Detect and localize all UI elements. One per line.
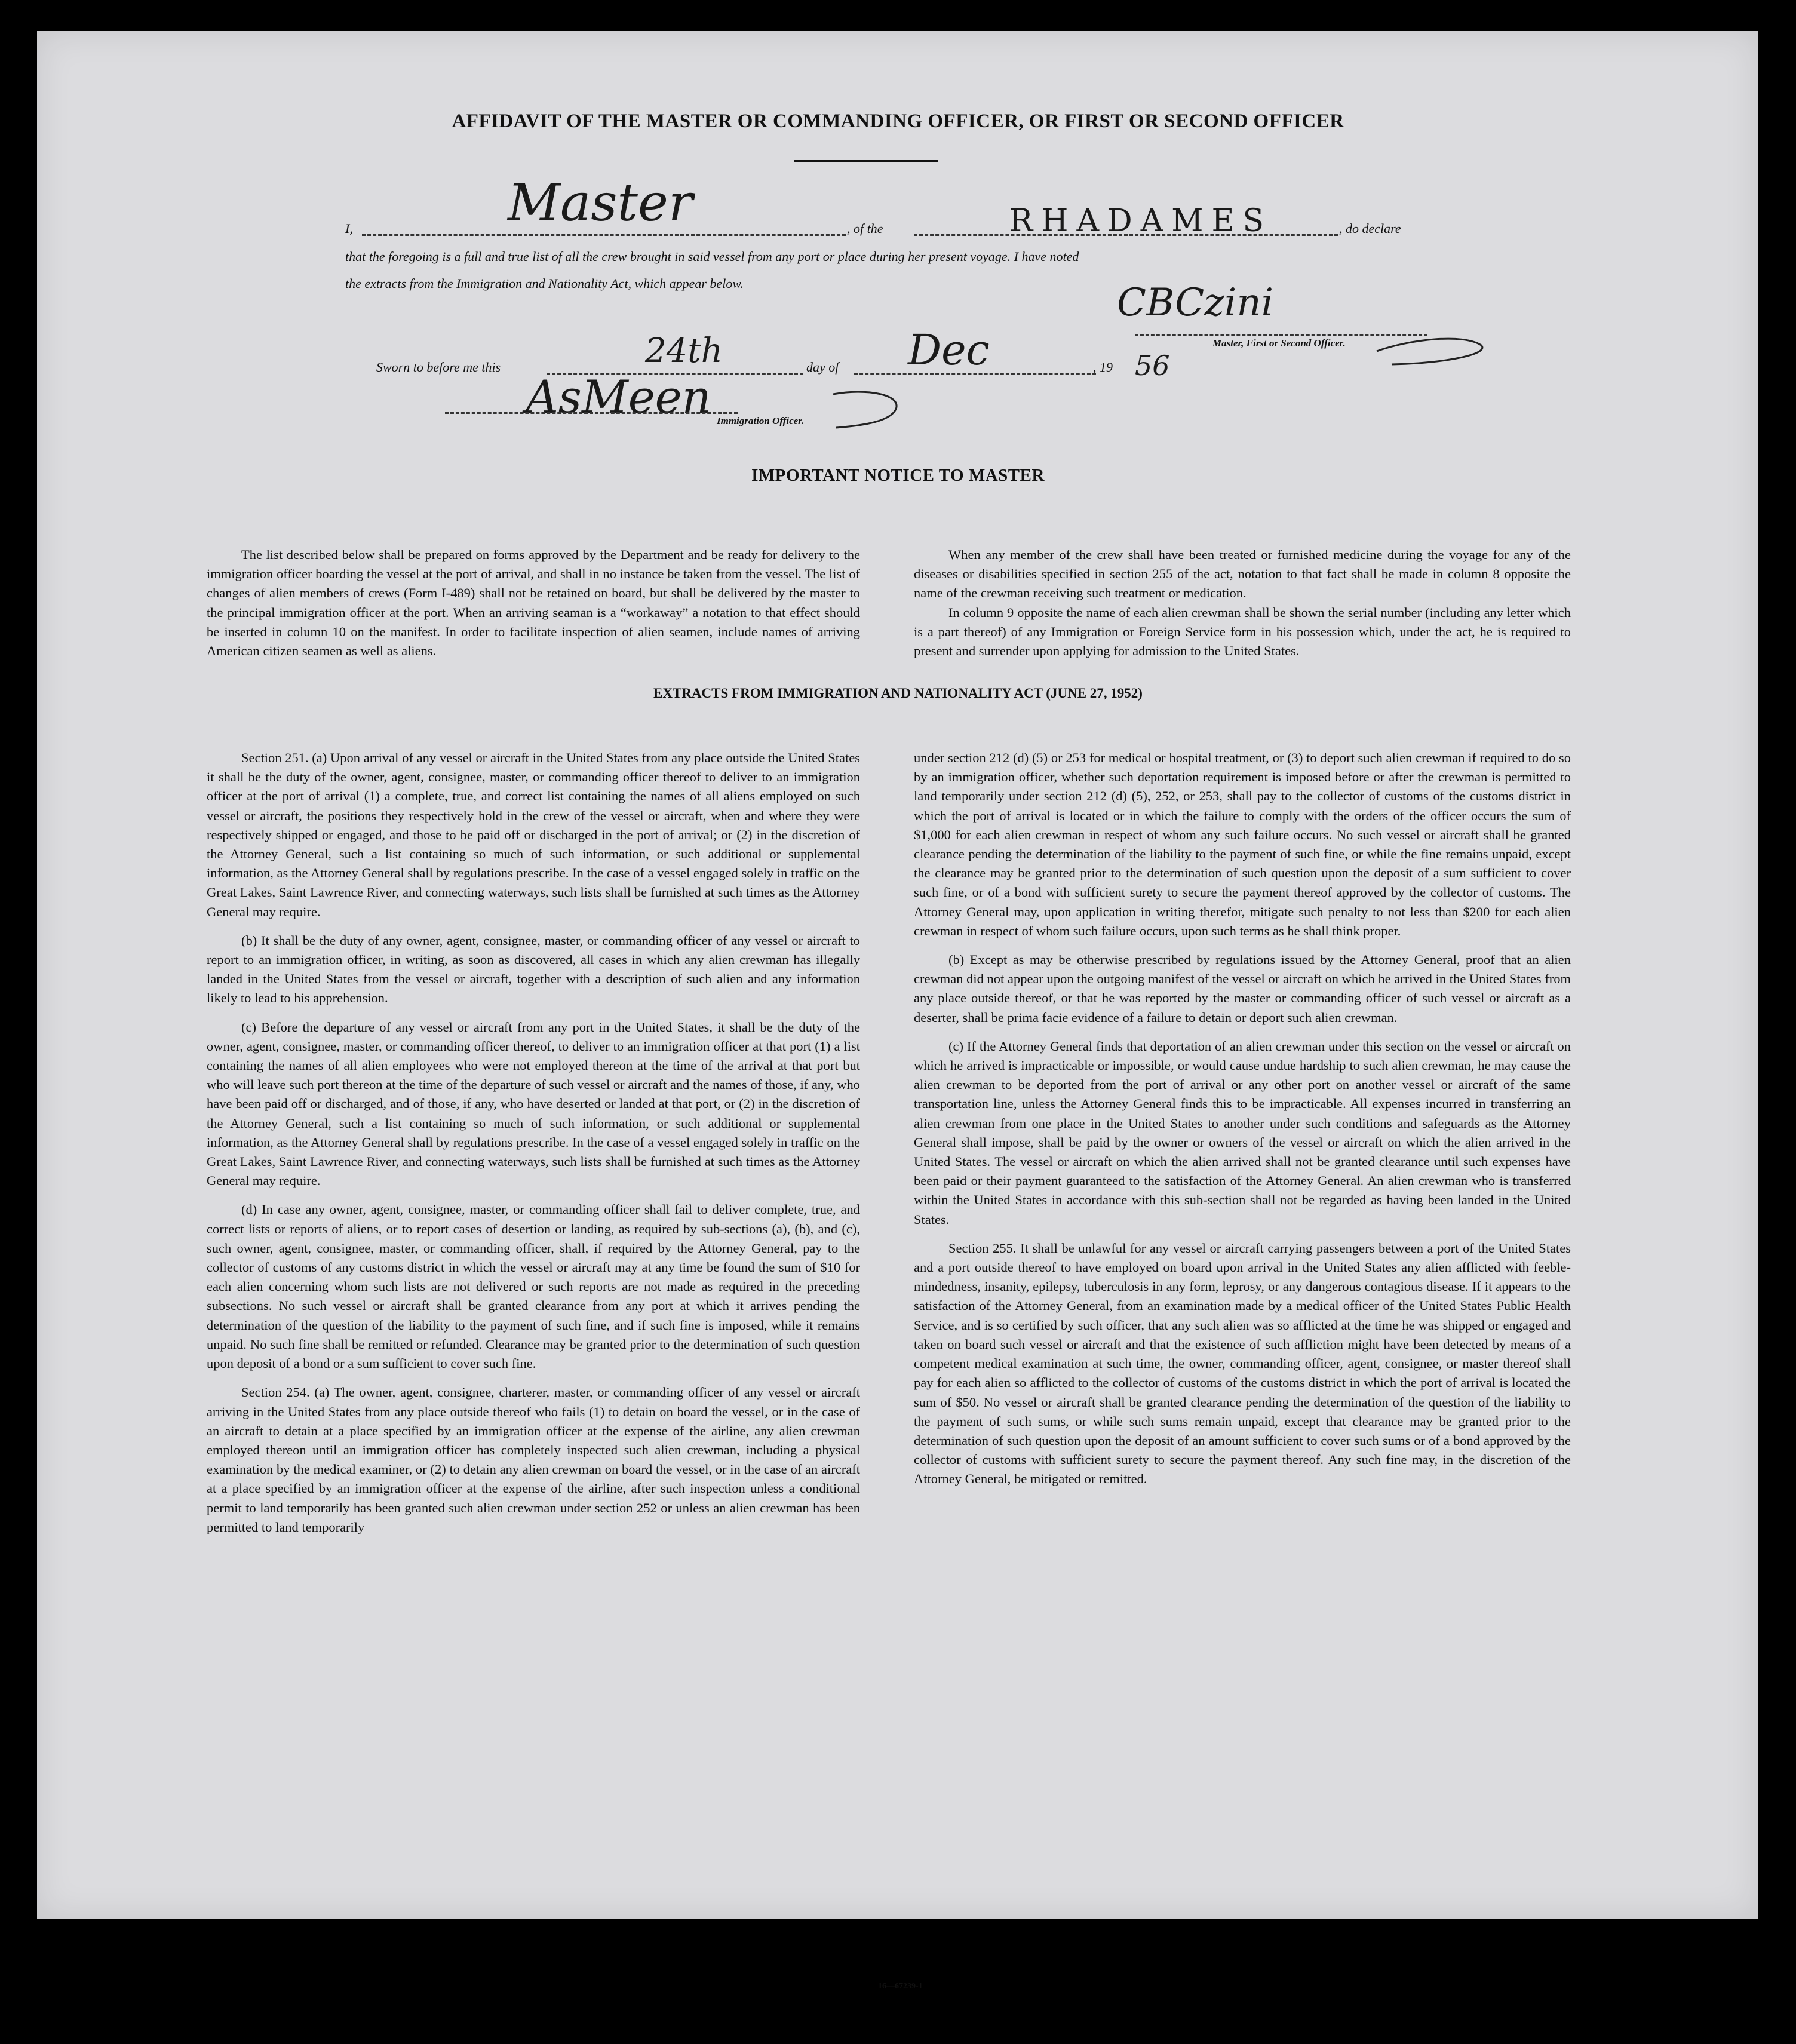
section-254c: (c) If the Attorney General finds that deportation of an alien crewman under this section on the vessel or aircraft on which he arrived is impracticable or impossible, or would cause undue hardship to such alien crewman, he may cause the alien crewman to be deported from the port of arrival or any other port on another vessel or aircraft of the same transportation line, unless the Attorney General finds this to be impracticable. All expenses incurred in transferring an alien crewman from one place in the United States to another under such conditions and safeguards as the Attorney General shall impose, shall be paid by the owner or owners of the vessel or aircraft on which the alien arrived in the United States. The vessel or aircraft on which the alien arrived shall not be granted clearance until such expenses have been paid or their payment guaranteed to the satisfaction of the Attorney General. An alien crewman who is transferred within the United States in accordance with this sub-section shall not be regarded as having been landed in the United States. [914,1038,1571,1227]
section-254a-continued: under section 212 (d) (5) or 253 for medical or hospital treatment, or (3) to deport such alien crewman if required to do so by an immigration officer, whether such deportation requirement is imposed before or after the crewman is permitted to land temporarily under section 212 (d) (5), 252, or 253, shall pay to the collector of customs of the customs district in which the port of arrival is located or in which the failure to comply with the orders of the officer occurs the sum of $1,000 for each alien crewman in respect of whom any such failure occurs. No such vessel or aircraft shall be granted clearance pending the determination of the liability to the payment of such fine, or while the fine remains unpaid, except the clearance may be granted prior to the determination of such question upon the deposit of a sum sufficient to cover such fine, or of a bond with sufficient surety to secure the payment thereof approved by the collector of customs. The Attorney General may, upon application in writing therefor, mitigate such penalty to not less than $200 for each alien crewman in respect of whom such failure occurs, upon such terms as he shall think proper. [914,750,1571,938]
immigration-caption: Immigration Officer. [717,415,805,426]
notice-right-paragraph-1: When any member of the crew shall have been treated or furnished medicine during the voyage for any of the diseases or disabilities specified in section 255 of the act, notation to that fact shall be made in column 8 opposite the name of the crewman receiving such treatment or medication. [914,547,1571,601]
form-code: 16—67239-1 [878,1982,923,1991]
affidavit-line1-suffix: , do declare [1339,221,1401,236]
notice-left-paragraph: The list described below shall be prepared on forms approved by the Department and be ready for delivery to the immigration officer boarding the vessel at the port of arrival, and shall in no instance be taken from the vessel. The list of changes of alien members of crews (Form I-489) shall not be retained on board, but shall be delivered by the master to the principal immigration officer at the port. When an arriving seaman is a “workaway” a notation to that effect should be inserted in column 10 on the manifest. In order to facilitate inspection of alien seamen, include names of arriving American citizen seamen as well as aliens. [207,547,860,659]
title-rule [794,160,938,162]
extracts-right-column [914,748,1571,1499]
name-blank [362,234,846,236]
handwritten-year: 56 [1135,349,1170,382]
affidavit-line2: that the foregoing is a full and true list of all the crew brought in said vessel from any port or place during her present voyage. I have noted [345,249,1079,264]
handwritten-month: Dec [908,326,990,375]
extracts-left-column [207,748,860,1546]
master-caption: Master, First or Second Officer. [1212,337,1346,349]
sworn-mid: day of [806,360,839,375]
affidavit-title: AFFIDAVIT OF THE MASTER OR COMMANDING OFFICER, OR FIRST OR SECOND OFFICER [452,111,1344,132]
section-255: Section 255. It shall be unlawful for any vessel or aircraft carrying passengers between a port of the United States and a port outside thereof to have employed on board upon arrival in the United States any alien afflicted with feeble-mindedness, insanity, epilepsy, tuberculosis in any form, leprosy, or any dangerous contagious disease. If it appears to the satisfaction of the Attorney General, from an examination made by a medical officer of the United States Public Health Service, and is so certified by such officer, that any such alien was so afflicted at the time he was shipped or engaged and taken on board such vessel or aircraft and that the existence of such affliction might have been detected by means of a competent medical examination at such time, the owner, commanding officer, agent, consignee, or master thereof shall pay for each alien so afflicted to the collector of customs of the customs district in which the port of arrival is located the sum of $50. No vessel or aircraft shall be granted clearance pending the determination of the question of the liability to the payment of such sums, or while such sums remain unpaid, except that clearance may be granted prior to the determination of such question upon the deposit of an amount sufficient to cover such sums or of a bond approved by the collector of customs with sufficient surety to secure the payment thereof. Any such fine may, in the discretion of the Attorney General, be mitigated or remitted. [914,1240,1571,1487]
signature-flourish [1374,327,1493,369]
section-251c: (c) Before the departure of any vessel or aircraft from any port in the United States, it shall be the duty of the owner, agent, consignee, master, or commanding officer thereof, to deliver to an immigration officer at that port (1) a list containing the names of all alien employees who were not employed thereon at the time of the arrival at that port but who will leave such port thereon at the time of the departure of such vessel or aircraft and the names of those, if any, who have been paid off or discharged, and of those, if any, who have deserted or landed at that port, or (2) in the discretion of the Attorney General, such a list containing so much of such information, or such additional or supplemental information, as the Attorney General shall by regulations prescribe. In the case of a vessel engaged solely in traffic on the Great Lakes, Saint Lawrence River, and connecting waterways, such lists shall be furnished at such times as the Attorney General may require. [207,1019,860,1189]
notice-right-column [914,545,1571,670]
immigration-signature-blank [445,412,738,414]
section-251d: (d) In case any owner, agent, consignee, master, or commanding officer shall fail to deliver complete, true, and correct lists or reports of aliens, or to report cases of desertion or landing, as required by sub-sections (a), (b), and (c), such owner, agent, consignee, master, or commanding officer, shall, if required by the Attorney General, pay to the collector of customs of any customs district in which the vessel or aircraft may at any time be found the sum of $10 for each alien concerning whom such lists are not delivered or such reports are not made as required in the preceding subsections. No such vessel or aircraft shall be granted clearance from any port at which it arrives pending the determination of the question of the liability to the payment of such fine, and if such fine is imposed, while it remains unpaid. No such fine shall be remitted or refunded. Clearance may be granted prior to the determination of such question upon deposit of a bond or a sum sufficient to cover such fine. [207,1202,860,1371]
notice-right-paragraph-2: In column 9 opposite the name of each alien crewman shall be shown the serial number (including any letter which is a part thereof) of any Immigration or Foreign Service form in his possession which, under the act, he is required to present and surrender upon applying for admission to the United States. [914,604,1571,659]
immigration-signature-flourish [830,382,914,430]
sworn-prefix: Sworn to before me this [376,360,501,375]
affidavit-line1-mid: , of the [847,221,883,236]
section-251a: Section 251. (a) Upon arrival of any vessel or aircraft in the United States from any place outside the United States it shall be the duty of the owner, agent, consignee, master, or commanding officer thereof to deliver to an immigration officer at the port of arrival (1) a complete, true, and correct list containing the names of all aliens employed on such vessel or aircraft, the positions they respectively hold in the crew of the vessel or aircraft, when and where they were respectively shipped or engaged, and those to be paid off or discharged in the port of arrival; or (2) in the discretion of the Attorney General, such a list containing so much of such information, or such additional or supplemental information, as the Attorney General shall by regulations prescribe. In the case of a vessel engaged solely in traffic on the Great Lakes, Saint Lawrence River, and connecting waterways, such lists shall be furnished at such times as the Attorney General may require. [207,750,860,919]
extracts-title: EXTRACTS FROM IMMIGRATION AND NATIONALITY ACT (JUNE 27, 1952) [653,686,1143,701]
sworn-year-prefix: , 19 [1093,360,1113,375]
handwritten-day: 24th [645,332,723,370]
handwritten-name: Master [508,173,693,233]
immigration-officer-signature: AsMeen [526,370,711,423]
section-254b: (b) Except as may be otherwise prescribed by regulations issued by the Attorney General, proof that an alien crewman did not appear upon the outgoing manifest of the vessel or aircraft on which he arrived in the United States from any place outside thereof, or that he was reported by the master or commanding officer of such vessel or aircraft as a deserter, shall be prima facie evidence of a failure to detain or deport such alien crewman. [914,952,1571,1025]
handwritten-vessel: RHADAMES [1009,203,1273,239]
affidavit-line1-prefix: I, [345,221,353,236]
section-254a: Section 254. (a) The owner, agent, consignee, charterer, master, or commanding officer of any vessel or aircraft arriving in the United States from any place outside thereof who fails (1) to detain on board the vessel, or in the case of an aircraft to detain at a place specified by an immigration officer at the expense of the airline, any alien crewman employed thereon until an immigration officer has completely inspected such alien crewman, including a physical examination by the medical examiner, or (2) to detain any alien crewman on board the vessel, or in the case of an aircraft at a place specified by an immigration officer at the expense of the airline, after such inspection unless a conditional permit to land temporarily has been granted such alien crewman under section 252 or unless an alien crewman has been permitted to land temporarily [207,1385,860,1534]
notice-title: IMPORTANT NOTICE TO MASTER [751,466,1045,485]
master-signature: CBCzini [1117,281,1274,325]
section-251b: (b) It shall be the duty of any owner, agent, consignee, master, or commanding officer of any vessel or aircraft to report to an immigration officer, in writing, as soon as discovered, all cases in which any alien crewman has illegally landed in the United States from the vessel or aircraft, together with a description of such alien and any information likely to lead to his apprehension. [207,932,860,1006]
affidavit-line3: the extracts from the Immigration and Nationality Act, which appear below. [345,276,744,291]
notice-left-column [207,545,860,670]
scan-border [0,1919,1796,2044]
